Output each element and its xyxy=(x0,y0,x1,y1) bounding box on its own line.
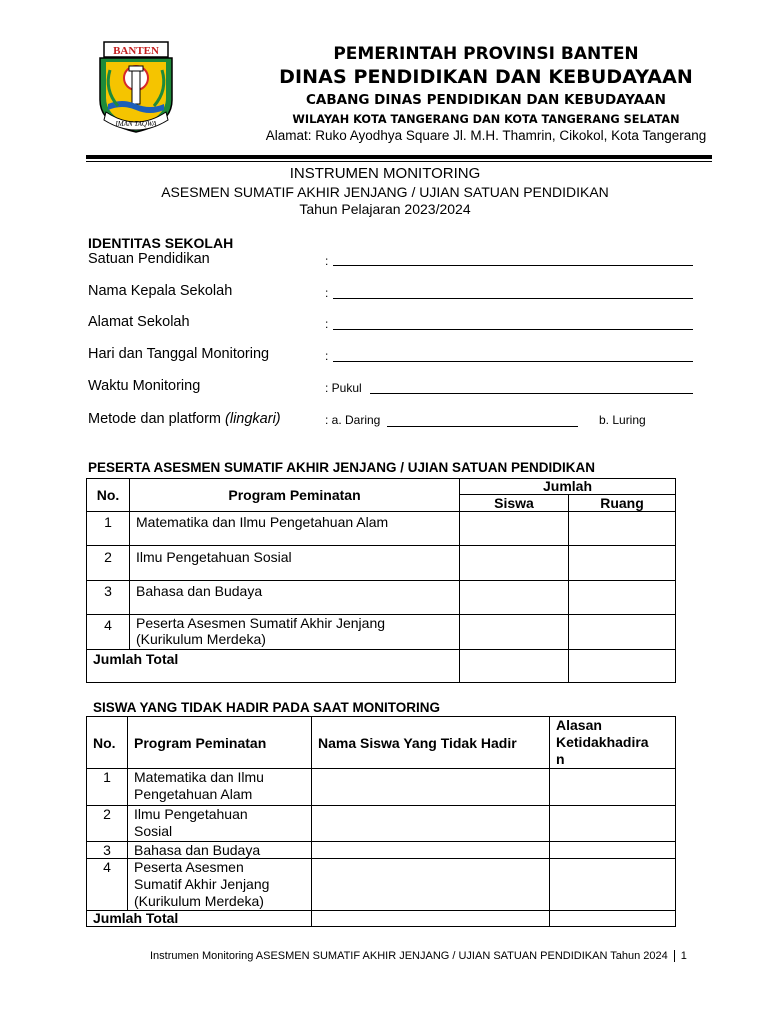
cell-siswa[interactable] xyxy=(460,512,569,546)
banten-logo xyxy=(88,40,184,136)
cell-alasan[interactable] xyxy=(550,859,676,911)
field-colon-pukul: : Pukul xyxy=(325,381,362,395)
table-row-total xyxy=(87,911,676,927)
row-program-line1: Peserta Asesmen xyxy=(134,859,244,875)
field-line-satuan[interactable] xyxy=(333,265,693,266)
metode-label-italic: (lingkari) xyxy=(225,411,281,427)
cell-ruang[interactable] xyxy=(569,546,676,581)
row-program-multiline xyxy=(130,615,460,650)
field-label-satuan: Satuan Pendidikan xyxy=(88,251,210,267)
row-program: Matematika dan Ilmu Pengetahuan Alam xyxy=(130,512,460,546)
row-program-line1: Ilmu Pengetahuan xyxy=(134,806,248,822)
cell-nama[interactable] xyxy=(312,769,550,806)
identitas-heading: IDENTITAS SEKOLAH xyxy=(88,235,234,251)
metode-option-luring[interactable]: b. Luring xyxy=(599,413,646,427)
letterhead-government: PEMERINTAH PROVINSI BANTEN xyxy=(333,44,639,64)
metode-label-text: Metode dan platform xyxy=(88,411,226,427)
field-line-kepala[interactable] xyxy=(333,298,693,299)
cell-siswa[interactable] xyxy=(460,581,569,615)
cell-ruang[interactable] xyxy=(569,615,676,650)
header-alasan-line2: Ketidakhadira xyxy=(556,734,649,750)
table-row xyxy=(87,546,676,581)
peserta-table xyxy=(86,478,676,683)
header-alasan-line1: Alasan xyxy=(556,717,602,733)
logo-motto-text: IMAN TAQWA xyxy=(115,120,157,128)
letterhead-rule-thick xyxy=(86,155,712,159)
table-row xyxy=(87,512,676,546)
logo-banner-text: BANTEN xyxy=(113,45,159,57)
table-row xyxy=(87,769,676,806)
letterhead-branch: CABANG DINAS PENDIDIKAN DAN KEBUDAYAAN xyxy=(306,92,666,108)
page-number: 1 xyxy=(680,950,687,962)
cell-ruang[interactable] xyxy=(569,581,676,615)
cell-nama[interactable] xyxy=(312,842,550,859)
document-subtitle: ASESMEN SUMATIF AKHIR JENJANG / UJIAN SATUAN PENDIDIKAN xyxy=(161,184,609,200)
document-year: Tahun Pelajaran 2023/2024 xyxy=(299,201,471,217)
cell-nama[interactable] xyxy=(312,806,550,842)
row-program-line2: (Kurikulum Merdeka) xyxy=(136,631,266,647)
row-no: 4 xyxy=(87,859,128,911)
document-title: INSTRUMEN MONITORING xyxy=(289,165,481,182)
row-program-line3: (Kurikulum Merdeka) xyxy=(134,893,264,909)
field-colon: : xyxy=(325,317,329,331)
field-label-kepala: Nama Kepala Sekolah xyxy=(88,283,233,299)
peserta-heading: PESERTA ASESMEN SUMATIF AKHIR JENJANG / UJIAN SATUAN PENDIDIKAN xyxy=(88,460,596,475)
header-alasan xyxy=(550,717,676,769)
table-row xyxy=(87,859,676,911)
field-colon: : xyxy=(325,286,329,300)
header-jumlah: Jumlah xyxy=(460,479,676,495)
tidak-hadir-heading: SISWA YANG TIDAK HADIR PADA SAAT MONITORING xyxy=(93,700,441,715)
letterhead-address: Alamat: Ruko Ayodhya Square Jl. M.H. Thamrin, Cikokol, Kota Tangerang xyxy=(265,128,707,143)
row-program: Ilmu Pengetahuan Sosial xyxy=(130,546,460,581)
header-program: Program Peminatan xyxy=(128,717,312,769)
letterhead-region: WILAYAH KOTA TANGERANG DAN KOTA TANGERANG SELATAN xyxy=(292,113,680,126)
total-label: Jumlah Total xyxy=(87,911,312,927)
row-no: 2 xyxy=(87,546,130,581)
row-program: Bahasa dan Budaya xyxy=(130,581,460,615)
cell-total-ruang[interactable] xyxy=(569,650,676,683)
page-footer xyxy=(150,950,687,962)
field-label-alamat: Alamat Sekolah xyxy=(88,314,190,330)
header-no: No. xyxy=(87,479,130,512)
cell-ruang[interactable] xyxy=(569,512,676,546)
field-label-waktu: Waktu Monitoring xyxy=(88,378,201,394)
cell-alasan[interactable] xyxy=(550,769,676,806)
row-program: Bahasa dan Budaya xyxy=(128,842,312,859)
cell-nama[interactable] xyxy=(312,859,550,911)
row-program-line2: Sumatif Akhir Jenjang xyxy=(134,876,270,892)
row-no: 1 xyxy=(87,769,128,806)
row-program-line2: Sosial xyxy=(134,823,173,839)
table-row xyxy=(87,806,676,842)
row-no: 2 xyxy=(87,806,128,842)
letterhead-rule-thin xyxy=(86,161,712,162)
header-nama: Nama Siswa Yang Tidak Hadir xyxy=(312,717,550,769)
row-no: 3 xyxy=(87,581,130,615)
footer-separator xyxy=(674,950,675,962)
header-program: Program Peminatan xyxy=(130,479,460,512)
total-label: Jumlah Total xyxy=(87,650,460,683)
row-no: 1 xyxy=(87,512,130,546)
row-program xyxy=(128,806,312,842)
row-program-line2: Pengetahuan Alam xyxy=(134,786,253,802)
cell-total-nama[interactable] xyxy=(312,911,550,927)
row-program-line1: Peserta Asesmen Sumatif Akhir Jenjang xyxy=(136,615,386,631)
field-colon: : xyxy=(325,349,329,363)
cell-total-siswa[interactable] xyxy=(460,650,569,683)
row-no: 4 xyxy=(87,615,130,650)
field-label-hari-tanggal: Hari dan Tanggal Monitoring xyxy=(88,346,270,362)
table-row xyxy=(87,842,676,859)
tidak-hadir-table xyxy=(86,716,676,927)
header-siswa: Siswa xyxy=(460,495,569,512)
header-ruang: Ruang xyxy=(569,495,676,512)
field-colon: : xyxy=(325,254,329,268)
field-label-metode xyxy=(88,411,281,427)
row-program-line1: Matematika dan Ilmu xyxy=(134,769,264,785)
field-line-hari-tanggal[interactable] xyxy=(333,361,693,362)
cell-siswa[interactable] xyxy=(460,615,569,650)
row-no: 3 xyxy=(87,842,128,859)
header-no: No. xyxy=(87,717,128,769)
table-row xyxy=(87,581,676,615)
header-alasan-line3: n xyxy=(556,751,565,767)
cell-total-alasan[interactable] xyxy=(550,911,676,927)
cell-alasan[interactable] xyxy=(550,842,676,859)
table-row xyxy=(87,615,676,650)
field-line-alamat[interactable] xyxy=(333,329,693,330)
row-program xyxy=(128,769,312,806)
cell-siswa[interactable] xyxy=(460,546,569,581)
footer-text: Instrumen Monitoring ASESMEN SUMATIF AKHIR JENJANG / UJIAN SATUAN PENDIDIKAN Tahun 2024 xyxy=(150,950,668,962)
field-line-daring[interactable] xyxy=(387,426,578,427)
row-program xyxy=(128,859,312,911)
letterhead-agency: DINAS PENDIDIKAN DAN KEBUDAYAAN xyxy=(279,66,693,88)
table-row-total xyxy=(87,650,676,683)
cell-alasan[interactable] xyxy=(550,806,676,842)
metode-option-daring[interactable]: : a. Daring xyxy=(325,413,381,427)
field-line-waktu[interactable] xyxy=(370,393,693,394)
